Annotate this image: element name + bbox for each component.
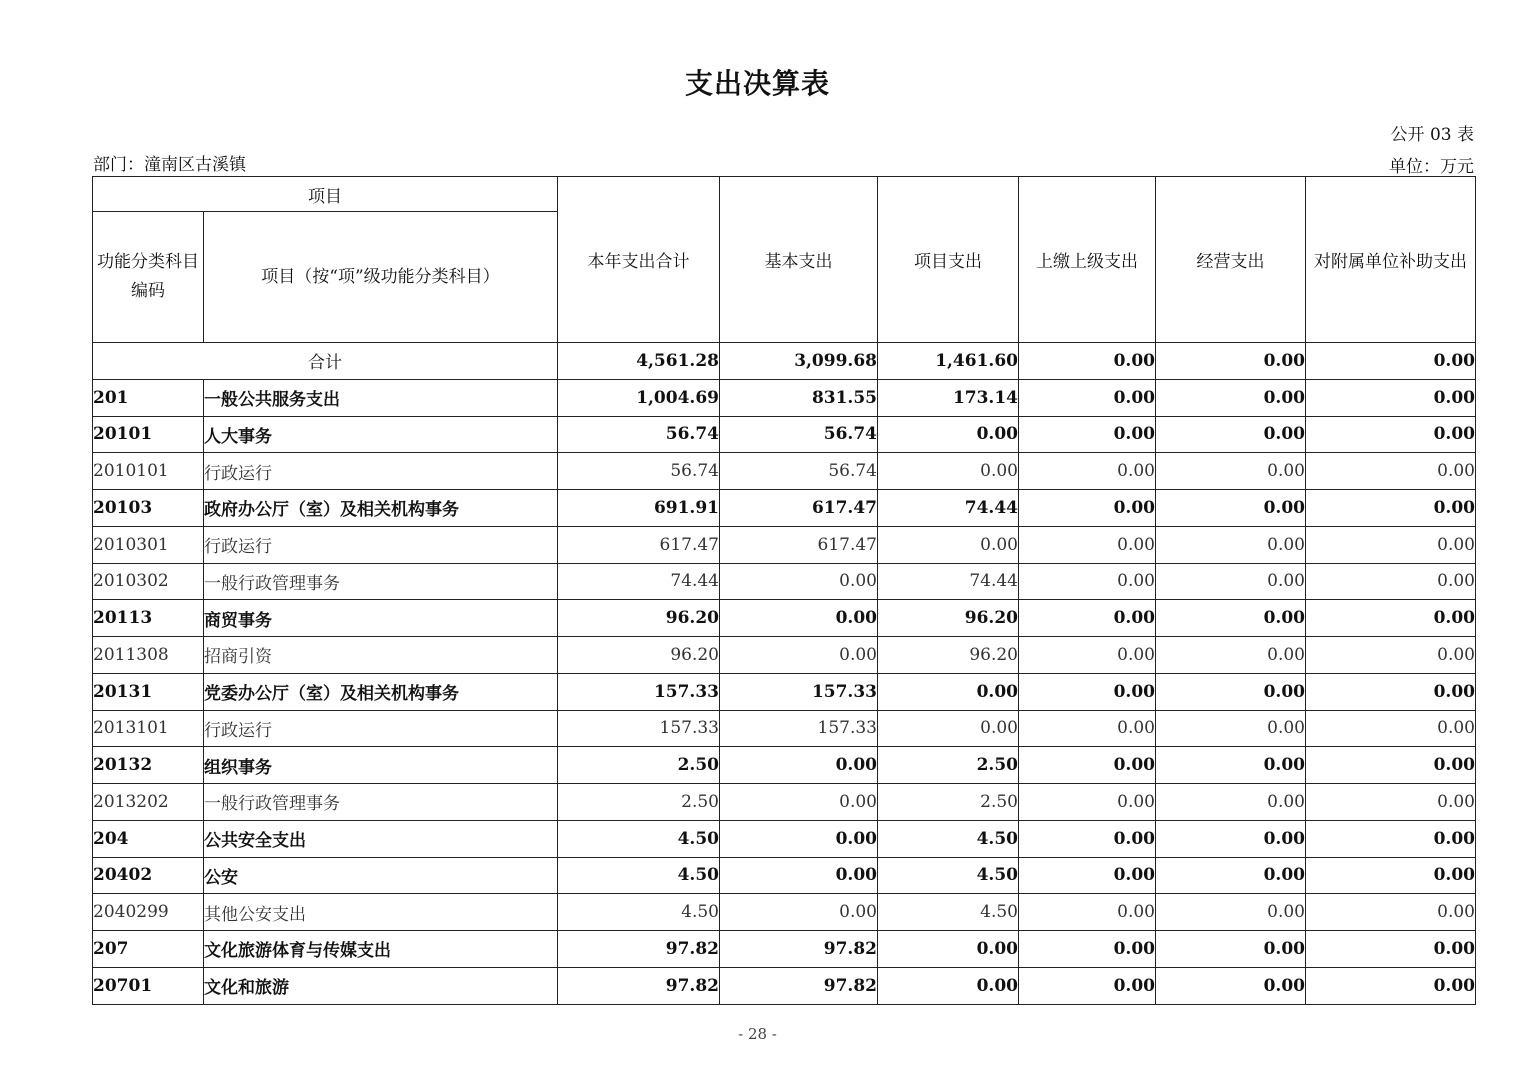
row-total: 74.44	[558, 563, 720, 600]
row-name: 文化和旅游	[204, 967, 558, 1004]
table-row	[93, 747, 1476, 784]
row-project: 2.50	[878, 784, 1019, 821]
row-code: 2040299	[93, 894, 204, 931]
table-row	[93, 563, 1476, 600]
row-name: 行政运行	[204, 526, 558, 563]
row-project: 74.44	[878, 563, 1019, 600]
row-project: 2.50	[878, 747, 1019, 784]
row-business: 0.00	[1156, 857, 1306, 894]
row-code: 207	[93, 931, 204, 968]
total-basic: 3,099.68	[720, 343, 878, 380]
header-subsidy: 对附属单位补助支出	[1306, 177, 1476, 343]
row-subsidy: 0.00	[1306, 747, 1476, 784]
total-label: 合计	[93, 343, 558, 380]
table-row	[93, 490, 1476, 527]
row-total: 157.33	[558, 673, 720, 710]
row-name: 文化旅游体育与传媒支出	[204, 931, 558, 968]
row-project: 96.20	[878, 637, 1019, 674]
row-project: 0.00	[878, 416, 1019, 453]
row-basic: 97.82	[720, 967, 878, 1004]
row-name: 一般行政管理事务	[204, 563, 558, 600]
row-name: 其他公安支出	[204, 894, 558, 931]
row-basic: 0.00	[720, 747, 878, 784]
row-code: 20402	[93, 857, 204, 894]
row-upper: 0.00	[1019, 931, 1156, 968]
row-name: 商贸事务	[204, 600, 558, 637]
row-project: 0.00	[878, 673, 1019, 710]
row-subsidy: 0.00	[1306, 563, 1476, 600]
row-business: 0.00	[1156, 784, 1306, 821]
row-basic: 0.00	[720, 857, 878, 894]
total-row	[93, 343, 1476, 380]
table-row	[93, 453, 1476, 490]
row-upper: 0.00	[1019, 453, 1156, 490]
row-subsidy: 0.00	[1306, 931, 1476, 968]
table-row	[93, 379, 1476, 416]
row-business: 0.00	[1156, 820, 1306, 857]
expenditure-table	[92, 176, 1476, 1005]
total-project: 1,461.60	[878, 343, 1019, 380]
table-row	[93, 894, 1476, 931]
row-total: 1,004.69	[558, 379, 720, 416]
header-business: 经营支出	[1156, 177, 1306, 343]
row-project: 4.50	[878, 894, 1019, 931]
row-business: 0.00	[1156, 894, 1306, 931]
row-code: 20131	[93, 673, 204, 710]
row-business: 0.00	[1156, 673, 1306, 710]
row-upper: 0.00	[1019, 673, 1156, 710]
total-upper: 0.00	[1019, 343, 1156, 380]
row-basic: 617.47	[720, 490, 878, 527]
row-basic: 0.00	[720, 563, 878, 600]
row-subsidy: 0.00	[1306, 857, 1476, 894]
table-row	[93, 820, 1476, 857]
row-total: 4.50	[558, 820, 720, 857]
row-total: 4.50	[558, 894, 720, 931]
header-project: 项目支出	[878, 177, 1019, 343]
row-project: 4.50	[878, 857, 1019, 894]
row-business: 0.00	[1156, 637, 1306, 674]
row-project: 0.00	[878, 526, 1019, 563]
row-name: 组织事务	[204, 747, 558, 784]
row-business: 0.00	[1156, 416, 1306, 453]
row-total: 691.91	[558, 490, 720, 527]
table-row	[93, 931, 1476, 968]
table-row	[93, 416, 1476, 453]
page-number: - 28 -	[738, 1025, 777, 1043]
row-code: 204	[93, 820, 204, 857]
header-project-group: 项目	[93, 177, 558, 212]
row-code: 20101	[93, 416, 204, 453]
row-total: 2.50	[558, 747, 720, 784]
table-row	[93, 857, 1476, 894]
row-project: 0.00	[878, 453, 1019, 490]
row-subsidy: 0.00	[1306, 526, 1476, 563]
header-basic: 基本支出	[720, 177, 878, 343]
row-total: 96.20	[558, 600, 720, 637]
row-code: 2010302	[93, 563, 204, 600]
row-business: 0.00	[1156, 710, 1306, 747]
row-upper: 0.00	[1019, 710, 1156, 747]
table-row	[93, 637, 1476, 674]
row-project: 0.00	[878, 931, 1019, 968]
row-code: 201	[93, 379, 204, 416]
row-total: 157.33	[558, 710, 720, 747]
row-basic: 0.00	[720, 894, 878, 931]
row-upper: 0.00	[1019, 894, 1156, 931]
row-upper: 0.00	[1019, 526, 1156, 563]
row-basic: 0.00	[720, 600, 878, 637]
row-name: 一般公共服务支出	[204, 379, 558, 416]
row-business: 0.00	[1156, 526, 1306, 563]
row-total: 4.50	[558, 857, 720, 894]
table-row	[93, 526, 1476, 563]
table-row	[93, 673, 1476, 710]
row-upper: 0.00	[1019, 379, 1156, 416]
row-code: 2013101	[93, 710, 204, 747]
table-code: 公开 03 表	[1390, 125, 1474, 145]
table-row	[93, 710, 1476, 747]
row-basic: 97.82	[720, 931, 878, 968]
row-total: 56.74	[558, 453, 720, 490]
row-basic: 617.47	[720, 526, 878, 563]
row-name: 公安	[204, 857, 558, 894]
row-upper: 0.00	[1019, 784, 1156, 821]
unit-label: 单位：万元	[1389, 157, 1474, 177]
row-basic: 0.00	[720, 820, 878, 857]
total-business: 0.00	[1156, 343, 1306, 380]
row-total: 96.20	[558, 637, 720, 674]
row-business: 0.00	[1156, 747, 1306, 784]
row-business: 0.00	[1156, 563, 1306, 600]
row-subsidy: 0.00	[1306, 673, 1476, 710]
row-subsidy: 0.00	[1306, 820, 1476, 857]
row-business: 0.00	[1156, 379, 1306, 416]
row-upper: 0.00	[1019, 857, 1156, 894]
table-row	[93, 600, 1476, 637]
row-upper: 0.00	[1019, 820, 1156, 857]
row-code: 20132	[93, 747, 204, 784]
row-project: 4.50	[878, 820, 1019, 857]
row-total: 97.82	[558, 967, 720, 1004]
row-code: 2010301	[93, 526, 204, 563]
row-basic: 831.55	[720, 379, 878, 416]
row-project: 96.20	[878, 600, 1019, 637]
row-total: 2.50	[558, 784, 720, 821]
row-upper: 0.00	[1019, 747, 1156, 784]
row-business: 0.00	[1156, 453, 1306, 490]
row-name: 党委办公厅（室）及相关机构事务	[204, 673, 558, 710]
row-name: 招商引资	[204, 637, 558, 674]
total-subsidy: 0.00	[1306, 343, 1476, 380]
row-basic: 157.33	[720, 710, 878, 747]
row-code: 20701	[93, 967, 204, 1004]
row-subsidy: 0.00	[1306, 379, 1476, 416]
row-subsidy: 0.00	[1306, 637, 1476, 674]
row-basic: 157.33	[720, 673, 878, 710]
row-code: 20113	[93, 600, 204, 637]
row-basic: 0.00	[720, 637, 878, 674]
row-name: 行政运行	[204, 710, 558, 747]
row-business: 0.00	[1156, 490, 1306, 527]
table-body	[93, 343, 1476, 1005]
row-name: 行政运行	[204, 453, 558, 490]
header-name: 项目（按“项”级功能分类科目）	[204, 212, 558, 343]
row-subsidy: 0.00	[1306, 416, 1476, 453]
table-row	[93, 784, 1476, 821]
row-subsidy: 0.00	[1306, 710, 1476, 747]
row-upper: 0.00	[1019, 600, 1156, 637]
row-code: 2010101	[93, 453, 204, 490]
row-subsidy: 0.00	[1306, 967, 1476, 1004]
header-code: 功能分类科目编码	[93, 212, 204, 343]
row-business: 0.00	[1156, 931, 1306, 968]
row-name: 公共安全支出	[204, 820, 558, 857]
row-basic: 56.74	[720, 416, 878, 453]
row-code: 20103	[93, 490, 204, 527]
row-subsidy: 0.00	[1306, 490, 1476, 527]
row-upper: 0.00	[1019, 637, 1156, 674]
row-total: 617.47	[558, 526, 720, 563]
row-name: 人大事务	[204, 416, 558, 453]
row-project: 0.00	[878, 967, 1019, 1004]
row-subsidy: 0.00	[1306, 784, 1476, 821]
row-project: 173.14	[878, 379, 1019, 416]
row-project: 74.44	[878, 490, 1019, 527]
header-total: 本年支出合计	[558, 177, 720, 343]
row-upper: 0.00	[1019, 563, 1156, 600]
row-subsidy: 0.00	[1306, 600, 1476, 637]
row-subsidy: 0.00	[1306, 894, 1476, 931]
row-total: 56.74	[558, 416, 720, 453]
row-basic: 56.74	[720, 453, 878, 490]
table-row	[93, 967, 1476, 1004]
row-code: 2013202	[93, 784, 204, 821]
department-label: 部门：潼南区古溪镇	[93, 155, 246, 175]
row-upper: 0.00	[1019, 490, 1156, 527]
row-subsidy: 0.00	[1306, 453, 1476, 490]
row-upper: 0.00	[1019, 967, 1156, 1004]
row-name: 一般行政管理事务	[204, 784, 558, 821]
row-basic: 0.00	[720, 784, 878, 821]
row-business: 0.00	[1156, 600, 1306, 637]
row-total: 97.82	[558, 931, 720, 968]
header-upper: 上缴上级支出	[1019, 177, 1156, 343]
row-code: 2011308	[93, 637, 204, 674]
page-title: 支出决算表	[684, 67, 830, 100]
row-project: 0.00	[878, 710, 1019, 747]
total-total: 4,561.28	[558, 343, 720, 380]
row-name: 政府办公厅（室）及相关机构事务	[204, 490, 558, 527]
row-upper: 0.00	[1019, 416, 1156, 453]
row-business: 0.00	[1156, 967, 1306, 1004]
